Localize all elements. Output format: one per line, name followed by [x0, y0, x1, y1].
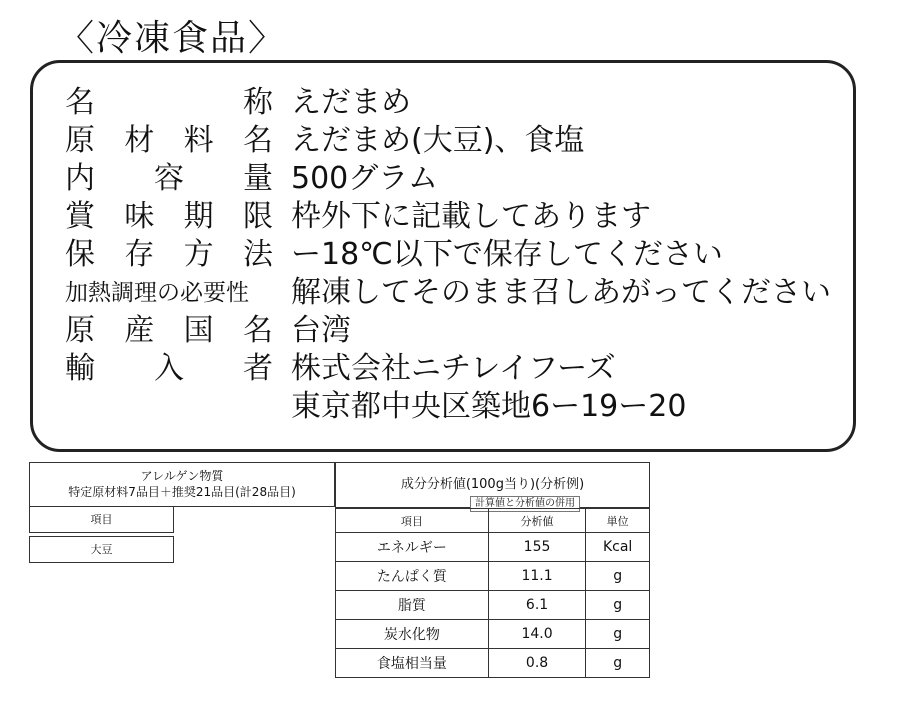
page-title: 〈冷凍食品〉 — [58, 18, 287, 59]
nutrient-value: 14.0 — [488, 620, 585, 649]
nutrient-value: 155 — [488, 533, 585, 562]
nutrient-name: たんぱく質 — [336, 562, 489, 591]
row-label-char: 者 — [243, 351, 273, 386]
nutrient-unit: g — [586, 591, 650, 620]
allergen-header-line2: 特定原材料7品目＋推奨21品目(計28品目) — [68, 485, 296, 499]
product-label-box — [30, 60, 856, 452]
nutrient-unit: g — [586, 620, 650, 649]
row-label-char: 方 — [183, 237, 214, 272]
table-header-row — [336, 509, 650, 533]
row-label-char: 量 — [243, 161, 273, 196]
row-label-char: 法 — [242, 237, 273, 272]
table-row — [336, 562, 650, 591]
nutrition-table — [335, 462, 652, 680]
nutrient-value: 0.8 — [488, 649, 585, 678]
row-label-char: 名 — [242, 313, 273, 348]
row-value: 解凍してそのまま召しあがってください — [291, 275, 831, 310]
column-header: 分析値 — [488, 509, 585, 533]
row-label-char: 保 — [65, 237, 95, 272]
row-label-char: 限 — [242, 199, 273, 234]
row-label-char: 国 — [183, 313, 214, 348]
allergen-header-line1: アレルゲン物質 — [140, 469, 224, 483]
row-label: 加熱調理の必要性 — [65, 280, 249, 306]
row-value: 台湾 — [291, 313, 351, 348]
row-value: 東京都中央区築地6ー19ー20 — [291, 389, 687, 424]
row-label-char: 料 — [183, 123, 214, 158]
allergen-header — [29, 462, 335, 507]
nutrient-value: 6.1 — [488, 591, 585, 620]
column-header: 単位 — [586, 509, 650, 533]
nutrient-name: 食塩相当量 — [336, 649, 489, 678]
row-label-char: 名 — [65, 85, 95, 120]
row-value: ー18℃以下で保存してください — [291, 237, 723, 272]
row-label-char: 原 — [65, 123, 95, 158]
row-label-char: 味 — [124, 199, 155, 234]
nutrient-name: 脂質 — [336, 591, 489, 620]
row-label-char: 存 — [124, 237, 155, 272]
allergen-table — [29, 462, 337, 566]
row-label-char: 名 — [242, 123, 273, 158]
table-row — [336, 649, 650, 678]
row-value: 枠外下に記載してあります — [291, 199, 651, 234]
row-label-char: 期 — [183, 199, 214, 234]
row-label-char: 入 — [154, 351, 184, 386]
table-row — [336, 620, 650, 649]
row-label-char: 容 — [154, 161, 184, 196]
nutrient-name: 炭水化物 — [336, 620, 489, 649]
nutrition-grid — [335, 508, 650, 678]
allergen-col-header: 項目 — [29, 506, 174, 533]
row-label-char: 産 — [124, 313, 155, 348]
row-label-char: 材 — [124, 123, 155, 158]
nutrient-name: エネルギー — [336, 533, 489, 562]
nutrition-header: 成分分析値(100g当り)(分析例) — [335, 462, 650, 508]
nutrient-unit: Kcal — [586, 533, 650, 562]
row-value: えだまめ — [291, 85, 411, 120]
row-label-char: 内 — [65, 161, 95, 196]
allergen-item: 大豆 — [29, 536, 174, 563]
row-label-char: 賞 — [65, 199, 95, 234]
row-value: えだまめ(大豆)、食塩 — [291, 123, 585, 158]
row-value: 株式会社ニチレイフーズ — [291, 351, 616, 386]
row-value: 500グラム — [291, 161, 438, 196]
nutrient-unit: g — [586, 649, 650, 678]
row-label-char: 輸 — [65, 351, 95, 386]
nutrient-unit: g — [586, 562, 650, 591]
column-header: 項目 — [336, 509, 489, 533]
table-row — [336, 591, 650, 620]
row-label-char: 原 — [65, 313, 95, 348]
nutrient-value: 11.1 — [488, 562, 585, 591]
table-row — [336, 533, 650, 562]
row-label-char: 称 — [243, 85, 273, 120]
nutrition-note: 計算値と分析値の併用 — [470, 496, 580, 512]
